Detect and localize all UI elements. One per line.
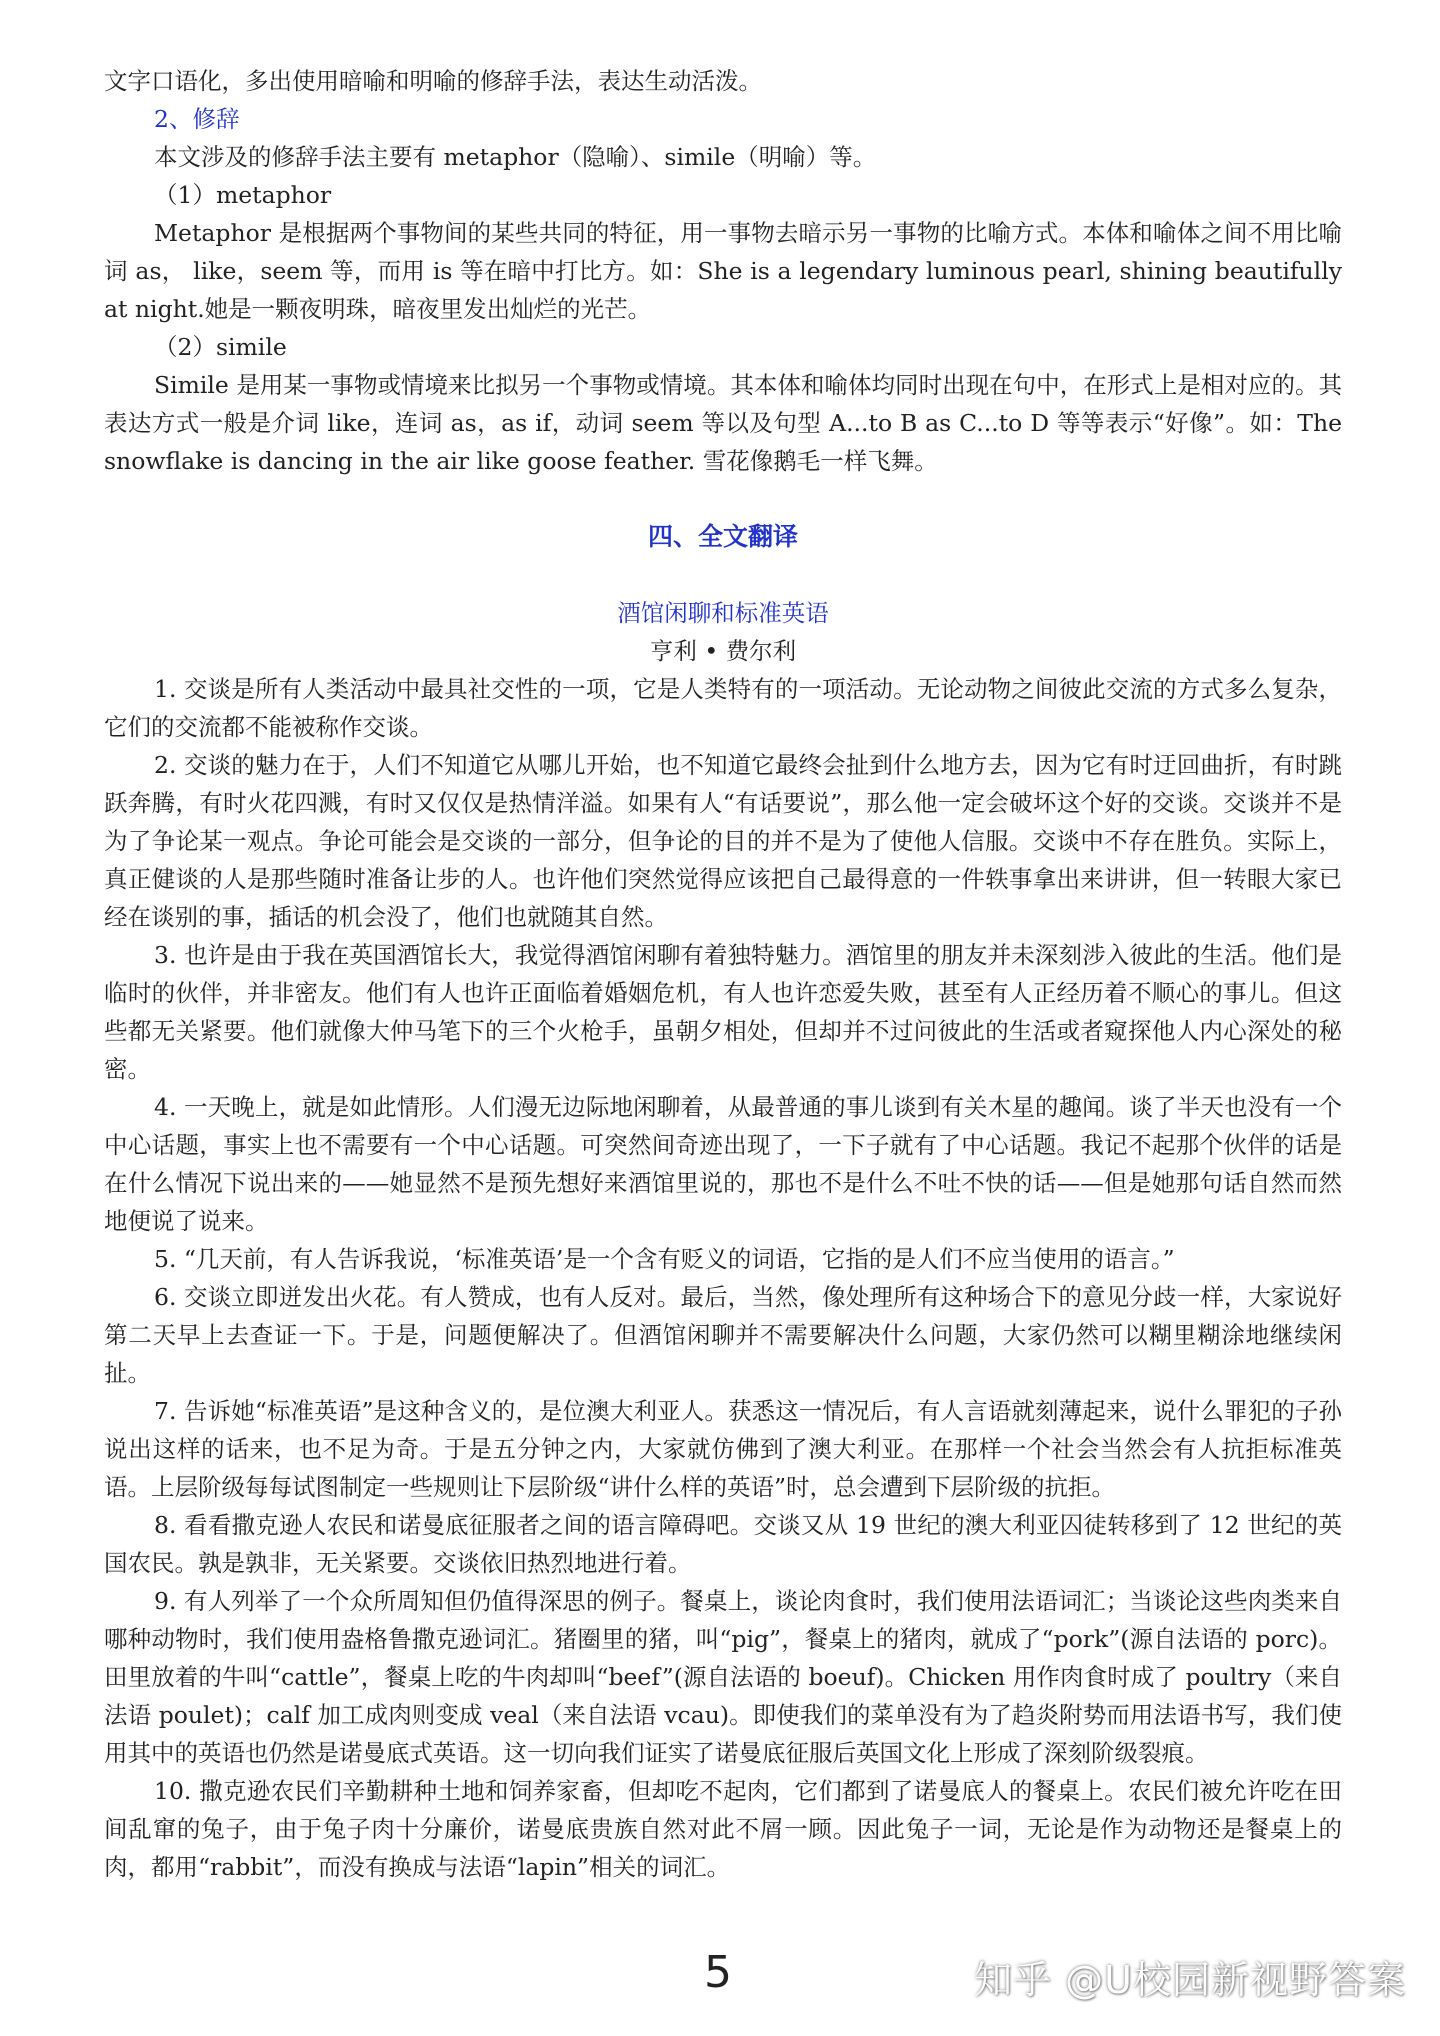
article-paragraph: 8. 看看撒克逊人农民和诺曼底征服者之间的语言障碍吧。交谈又从 19 世纪的澳大利亚囚徒转移到了 12 世纪的英国农民。孰是孰非，无关紧要。交谈依旧热烈地进行着。 (104, 1511, 1342, 1577)
article-paragraph: 10. 撒克逊农民们辛勤耕种土地和饲养家畜，但却吃不起肉，它们都到了诺曼底人的餐桌上。农民们被允许吃在田间乱窜的兔子，由于兔子肉十分廉价，诺曼底贵族自然对此不屑一顾。因此兔子一词，无论是作为动物还是餐桌上的肉，都用“rabbit”，而没有换成与法语“lapin”相关的词汇。 (104, 1777, 1342, 1881)
rhetoric-intro: 本文涉及的修辞手法主要有 metaphor（隐喻）、simile（明喻）等。 (154, 143, 877, 171)
article-title: 酒馆闲聊和标准英语 (617, 599, 829, 627)
article-paragraph: 4. 一天晚上，就是如此情形。人们漫无边际地闲聊着，从最普通的事儿谈到有关木星的趣闻。谈了半天也没有一个中心话题，事实上也不需要有一个中心话题。可突然间奇迹出现了，一下子就有了中心话题。我记不起那个伙伴的话是在什么情况下说出来的——她显然不是预先想好来酒馆里说的，那也不是什么不吐不快的话——但是她那句话自然而然地便说了说来。 (104, 1093, 1342, 1235)
article-author: 亨利 • 费尔利 (649, 637, 797, 665)
article-paragraph: 7. 告诉她“标准英语”是这种含义的，是位澳大利亚人。获悉这一情况后，有人言语就刻薄起来，说什么罪犯的子孙说出这样的话来，也不足为奇。于是五分钟之内，大家就仿佛到了澳大利亚。在那样一个社会当然会有人抗拒标准英语。上层阶级每每试图制定一些规则让下层阶级“讲什么样的英语”时，总会遭到下层阶级的抗拒。 (104, 1397, 1342, 1501)
intro-line: 文字口语化，多出使用暗喻和明喻的修辞手法，表达生动活泼。 (104, 67, 762, 95)
simile-paragraph: Simile 是用某一事物或情境来比拟另一个事物或情境。其本体和喻体均同时出现在句中，在形式上是相对应的。其表达方式一般是介词 like，连词 as，as if，动词 seem 等以及句型 A...to B as C...to D 等等表示“好像”。如：The snowflake is dancing in the air like goose feather. 雪花像鹅毛一样飞舞。 (104, 371, 1342, 475)
article-paragraph: 1. 交谈是所有人类活动中最具社交性的一项，它是人类特有的一项活动。无论动物之间彼此交流的方式多么复杂，它们的交流都不能被称作交谈。 (104, 675, 1342, 741)
article-paragraph: 6. 交谈立即迸发出火花。有人赞成，也有人反对。最后，当然，像处理所有这种场合下的意见分歧一样，大家说好第二天早上去查证一下。于是，问题便解决了。但酒馆闲聊并不需要解决什么问题，大家仍然可以糊里糊涂地继续闲扯。 (104, 1283, 1342, 1387)
article-paragraph: 3. 也许是由于我在英国酒馆长大，我觉得酒馆闲聊有着独特魅力。酒馆里的朋友并未深刻涉入彼此的生活。他们是临时的伙伴，并非密友。他们有人也许正面临着婚姻危机，有人也许恋爱失败，甚至有人正经历着不顺心的事儿。但这些都无关紧要。他们就像大仲马笔下的三个火枪手，虽朝夕相处，但却并不过问彼此的生活或者窥探他人内心深处的秘密。 (104, 941, 1342, 1083)
page-content (104, 62, 1342, 1886)
article-paragraph: 2. 交谈的魅力在于，人们不知道它从哪儿开始，也不知道它最终会扯到什么地方去，因为它有时迂回曲折，有时跳跃奔腾，有时火花四溅，有时又仅仅是热情洋溢。如果有人“有话要说”，那么他一定会破坏这个好的交谈。交谈并不是为了争论某一观点。争论可能会是交谈的一部分，但争论的目的并不是为了使他人信服。交谈中不存在胜负。实际上，真正健谈的人是那些随时准备让步的人。也许他们突然觉得应该把自己最得意的一件轶事拿出来讲讲，但一转眼大家已经在谈别的事，插话的机会没了，他们也就随其自然。 (104, 751, 1342, 931)
article-paragraph: 9. 有人列举了一个众所周知但仍值得深思的例子。餐桌上，谈论肉食时，我们使用法语词汇；当谈论这些肉类来自哪种动物时，我们使用盎格鲁撒克逊词汇。猪圈里的猪，叫“pig”，餐桌上的猪肉，就成了“pork”(源自法语的 porc)。田里放着的牛叫“cattle”，餐桌上吃的牛肉却叫“beef”(源自法语的 boeuf)。Chicken 用作肉食时成了 poultry（来自法语 poulet)；calf 加工成肉则变成 veal（来自法语 vcau)。即使我们的菜单没有为了趋炎附势而用法语书写，我们使用其中的英语也仍然是诺曼底式英语。这一切向我们证实了诺曼底征服后英国文化上形成了深刻阶级裂痕。 (104, 1587, 1342, 1767)
zhihu-watermark: 知乎 @U校园新视野答案 (974, 1958, 1406, 2002)
simile-heading: （2）simile (154, 333, 287, 361)
rhetoric-heading: 2、修辞 (154, 105, 240, 133)
article-paragraph: 5. “几天前，有人告诉我说，‘标准英语’是一个含有贬义的词语，它指的是人们不应当使用的语言。” (154, 1245, 1175, 1273)
metaphor-paragraph: Metaphor 是根据两个事物间的某些共同的特征，用一事物去暗示另一事物的比喻方式。本体和喻体之间不用比喻词 as， like，seem 等，而用 is 等在暗中打比方。如：She is a legendary luminous pearl, shining beautifully at night.她是一颗夜明珠，暗夜里发出灿烂的光芒。 (104, 219, 1342, 323)
section-title: 四、全文翻译 (647, 522, 798, 551)
metaphor-heading: （1）metaphor (154, 181, 332, 209)
page-number: 5 (704, 1947, 732, 1998)
